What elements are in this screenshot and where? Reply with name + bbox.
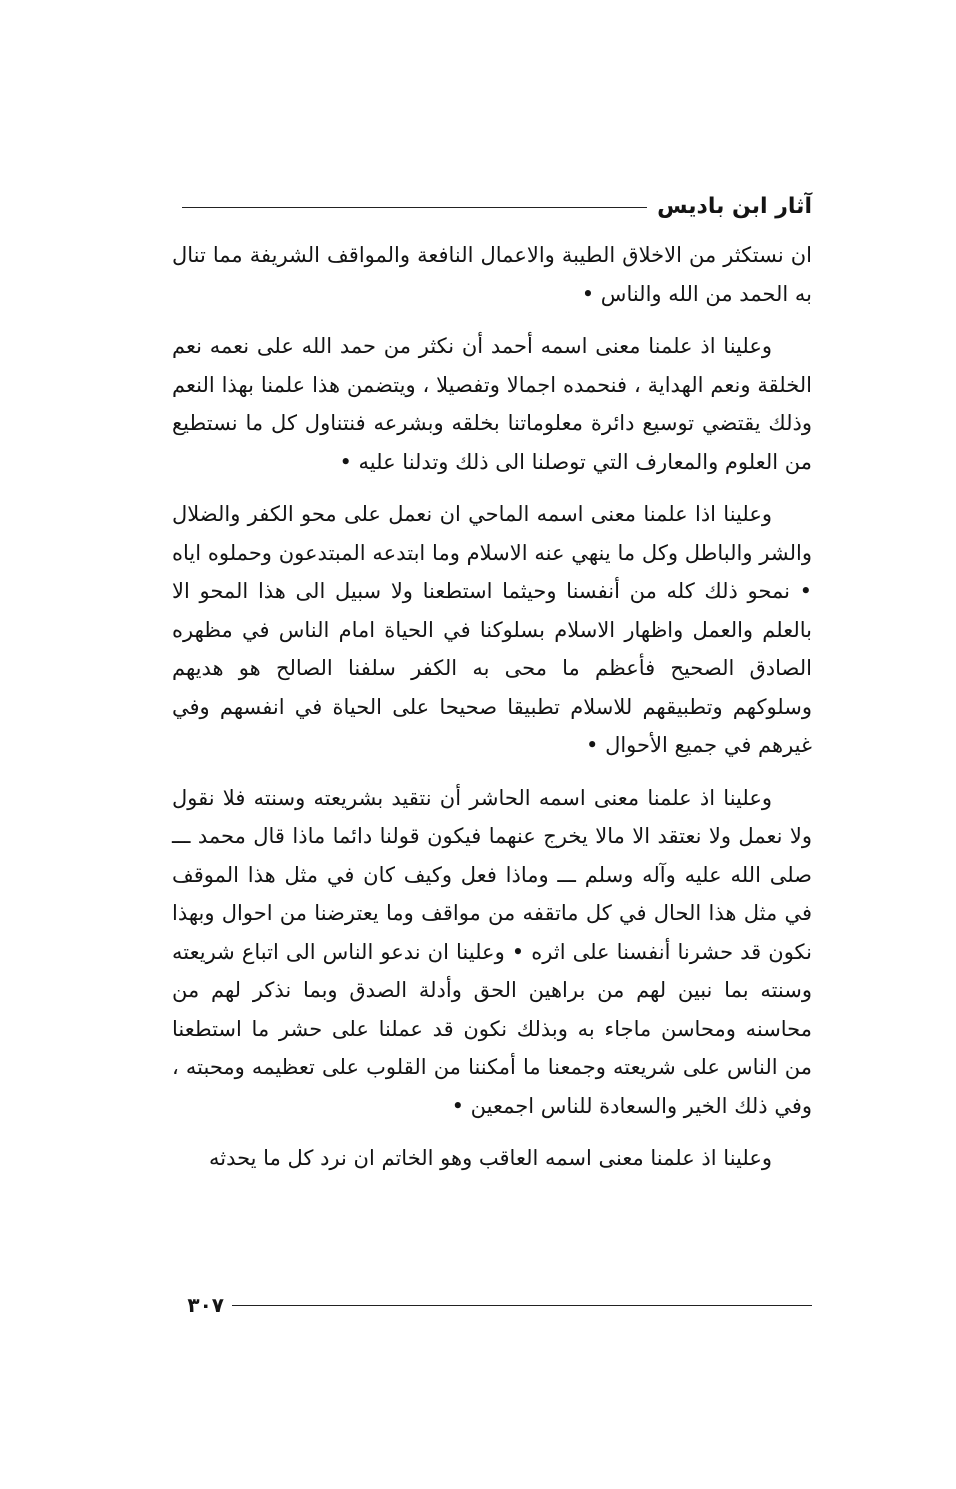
book-title: آثار ابن باديس bbox=[657, 194, 812, 219]
footer-rule bbox=[232, 1305, 812, 1306]
header-rule bbox=[182, 207, 647, 208]
page-number: ٣٠٧ bbox=[187, 1293, 224, 1317]
paragraph: وعلينا اذ علمنا معنى اسمه أحمد أن نكثر من حمد الله على نعمه نعم الخلقة ونعم الهداية ، فنحمده اجمالا وتفصيلا ، ويتضمن هذا علمنا بهذا النعم وذلك يقتضي توسيع دائرة معلوماتنا بخلقه وبشرعه فنتناول كل ما نستطيع من العلوم والمعارف التي توصلنا الى ذلك وتدلنا عليه • bbox=[172, 334, 812, 474]
paragraph: وعلينا اذا علمنا معنى اسمه الماحي ان نعمل على محو الكفر والضلال والشر والباطل وكل ما ينهي عنه الاسلام وما ابتدعه المبتدعون وحملوه اياه • نمحو ذلك كله من أنفسنا وحيثما استطعنا ولا سبيل الى هذا المحو الا بالعلم والعمل واظهار الاسلام بسلوكنا في الحياة امام الناس في مظهره الصادق الصحيح فأعظم ما محى به الكفر سلفنا الصالح هو هديهم وسلوكهم وتطبيقهم للاسلام تطبيقا صحيحا على الحياة في انفسهم وفي غيرهم في جميع الأحوال • bbox=[172, 502, 812, 757]
page-footer bbox=[140, 1290, 812, 1320]
paragraph: وعلينا اذ علمنا معنى اسمه الحاشر أن نتقيد بشريعته وسنته فلا نقول ولا نعمل ولا نعتقد الا مالا يخرج عنهما فيكون قولنا دائما ماذا قال محمد ـــ صلى الله عليه وآله وسلم ـــ وماذا فعل وكيف كان في مثل هذا الموقف في مثل هذا الحال في كل ماتقفه من مواقف وما يعترضنا من احوال وبهذا نكون قد حشرنا أنفسنا على اثره • وعلينا ان ندعو الناس الى اتباع شريعته وسنته بما نبين لهم من براهين الحق وأدلة الصدق وبما نذكر لهم من محاسنه ومحاسن ماجاء به وبذلك نكون قد عملنا على حشر ما استطعنا من الناس على شريعته وجمعنا ما أمكننا من القلوب على تعظيمه ومحبته ، وفي ذلك الخير والسعادة للناس اجمعين • bbox=[172, 785, 812, 1118]
page-body bbox=[172, 236, 812, 1192]
paragraph: ان نستكثر من الاخلاق الطيبة والاعمال النافعة والمواقف الشريفة مما تنال به الحمد من الله والناس • bbox=[172, 243, 812, 306]
running-header bbox=[182, 182, 812, 222]
paragraph: وعلينا اذ علمنا معنى اسمه العاقب وهو الخاتم ان نرد كل ما يحدثه bbox=[208, 1146, 772, 1170]
